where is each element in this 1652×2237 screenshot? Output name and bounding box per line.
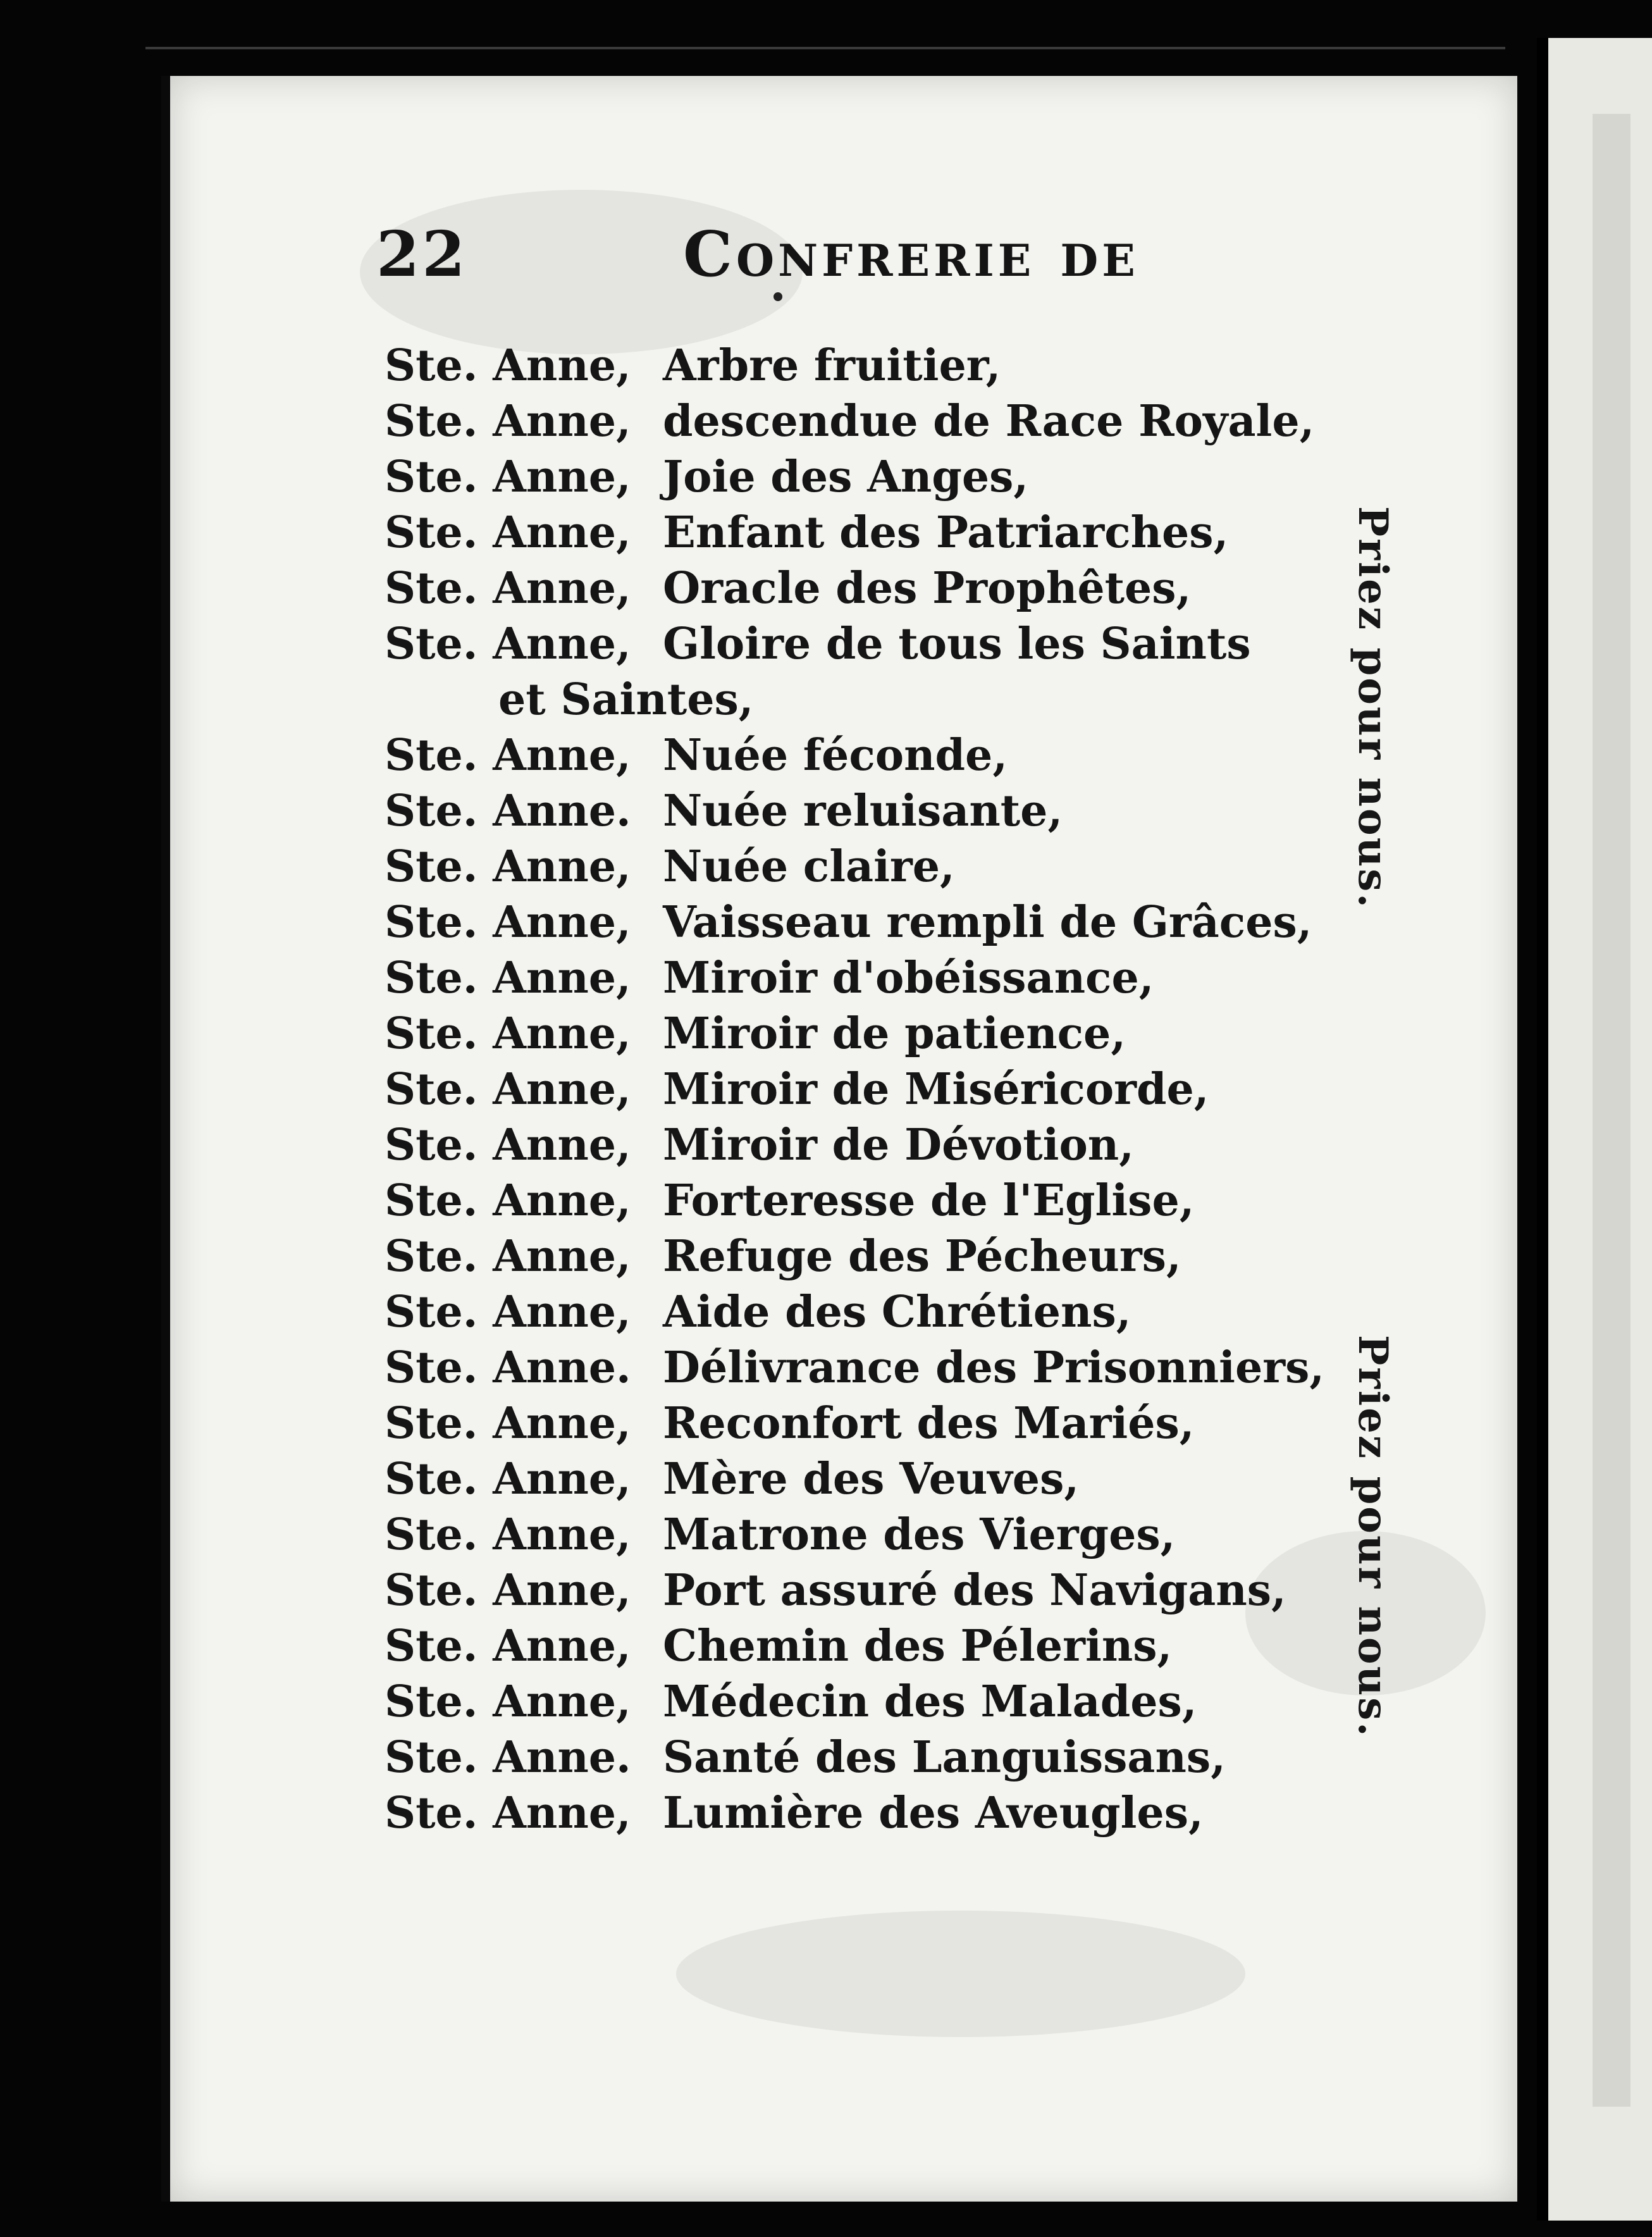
invocation-text: Délivrance des Prisonniers, [663, 1342, 1325, 1393]
litany-line [385, 1006, 1324, 1062]
response-priez-pour-nous: Priez pour nous. [1349, 1335, 1396, 1738]
saint-name: Ste. Anne. [385, 1732, 631, 1783]
litany-line [385, 1229, 1324, 1284]
saint-name: Ste. Anne, [385, 953, 631, 1003]
saint-name: Ste. Anne, [385, 1788, 631, 1838]
litany-line [385, 1396, 1324, 1451]
saint-name: Ste. Anne, [385, 507, 631, 558]
invocation-text: Gloire de tous les Saints [663, 619, 1251, 669]
invocation-text: Arbre fruitier, [663, 340, 1001, 391]
litany-line [385, 1340, 1324, 1396]
ornament-dot [774, 292, 782, 301]
saint-name: Ste. Anne, [385, 1676, 631, 1727]
saint-name: Ste. Anne, [385, 1565, 631, 1616]
saint-name: Ste. Anne, [385, 619, 631, 669]
litany-line [385, 338, 1324, 393]
invocation-text: Reconfort des Mariés, [663, 1398, 1195, 1449]
page-number: 22 [376, 218, 468, 291]
litany-line [385, 393, 1324, 449]
invocation-text: Enfant des Patriarches, [663, 507, 1229, 558]
saint-name: Ste. Anne, [385, 730, 631, 781]
litany-line [385, 449, 1324, 505]
saint-name: Ste. Anne, [385, 897, 631, 948]
saint-name: Ste. Anne, [385, 1287, 631, 1337]
litany-line [385, 505, 1324, 561]
invocation-text: Lumière des Aveugles, [663, 1788, 1204, 1838]
invocation-text: Forteresse de l'Eglise, [663, 1175, 1195, 1226]
invocation-text: Miroir de Dévotion, [663, 1120, 1134, 1170]
invocation-text: et Saintes, [498, 674, 754, 725]
litany-line [385, 1062, 1324, 1117]
invocation-text: Chemin des Pélerins, [663, 1621, 1173, 1671]
litany-line [385, 783, 1324, 839]
litany-line [385, 1618, 1324, 1674]
litany-line [385, 895, 1324, 950]
invocation-text: Joie des Anges, [663, 452, 1029, 502]
saint-name: Ste. Anne, [385, 1621, 631, 1671]
saint-name: Ste. Anne, [385, 1008, 631, 1059]
response-priez-pour-nous: Priez pour nous. [1349, 506, 1396, 910]
invocation-text: Mère des Veuves, [663, 1454, 1080, 1504]
saint-name: Ste. Anne, [385, 841, 631, 892]
litany-line [385, 1563, 1324, 1618]
litany-line [385, 1117, 1324, 1173]
invocation-text: Miroir de patience, [663, 1008, 1126, 1059]
invocation-text: Nuée reluisante, [663, 786, 1063, 836]
litany-line [385, 672, 1324, 728]
litany-line [385, 839, 1324, 895]
litany-line [385, 950, 1324, 1006]
saint-name: Ste. Anne, [385, 1231, 631, 1282]
litany-line [385, 616, 1324, 672]
saint-name: Ste. Anne, [385, 396, 631, 447]
litany-line [385, 1730, 1324, 1785]
litany-line [385, 728, 1324, 783]
ink-smudge [676, 1911, 1245, 2037]
running-head: Confrerie de [683, 218, 1139, 291]
invocation-text: Vaisseau rempli de Grâces, [663, 897, 1312, 948]
facing-page-edge [1537, 38, 1652, 2221]
invocation-text: descendue de Race Royale, [663, 396, 1315, 447]
invocation-text: Oracle des Prophêtes, [663, 563, 1192, 614]
litany-line [385, 1173, 1324, 1229]
saint-name: Ste. Anne, [385, 1509, 631, 1560]
litany-line [385, 561, 1324, 616]
saint-name: Ste. Anne. [385, 786, 631, 836]
invocation-text: Refuge des Pécheurs, [663, 1231, 1181, 1282]
saint-name: Ste. Anne, [385, 340, 631, 391]
saint-name: Ste. Anne, [385, 1454, 631, 1504]
invocation-text: Aide des Chrétiens, [663, 1287, 1131, 1337]
invocation-text: Port assuré des Navigans, [663, 1565, 1286, 1616]
litany-line [385, 1674, 1324, 1730]
saint-name: Ste. Anne. [385, 1342, 631, 1393]
saint-name: Ste. Anne, [385, 1398, 631, 1449]
invocation-text: Miroir de Miséricorde, [663, 1064, 1209, 1115]
invocation-text: Santé des Languissans, [663, 1732, 1226, 1783]
litany-list [385, 338, 1324, 1841]
litany-line [385, 1284, 1324, 1340]
litany-line [385, 1507, 1324, 1563]
saint-name: Ste. Anne, [385, 1120, 631, 1170]
invocation-text: Nuée claire, [663, 841, 955, 892]
invocation-text: Nuée féconde, [663, 730, 1008, 781]
litany-line [385, 1785, 1324, 1841]
saint-name: Ste. Anne, [385, 1064, 631, 1115]
litany-line [385, 1451, 1324, 1507]
saint-name: Ste. Anne, [385, 563, 631, 614]
invocation-text: Miroir d'obéissance, [663, 953, 1154, 1003]
saint-name: Ste. Anne, [385, 452, 631, 502]
scan-edge-rule [145, 47, 1505, 49]
facing-page-margin [1593, 114, 1630, 2107]
saint-name: Ste. Anne, [385, 1175, 631, 1226]
invocation-text: Médecin des Malades, [663, 1676, 1197, 1727]
invocation-text: Matrone des Vierges, [663, 1509, 1176, 1560]
